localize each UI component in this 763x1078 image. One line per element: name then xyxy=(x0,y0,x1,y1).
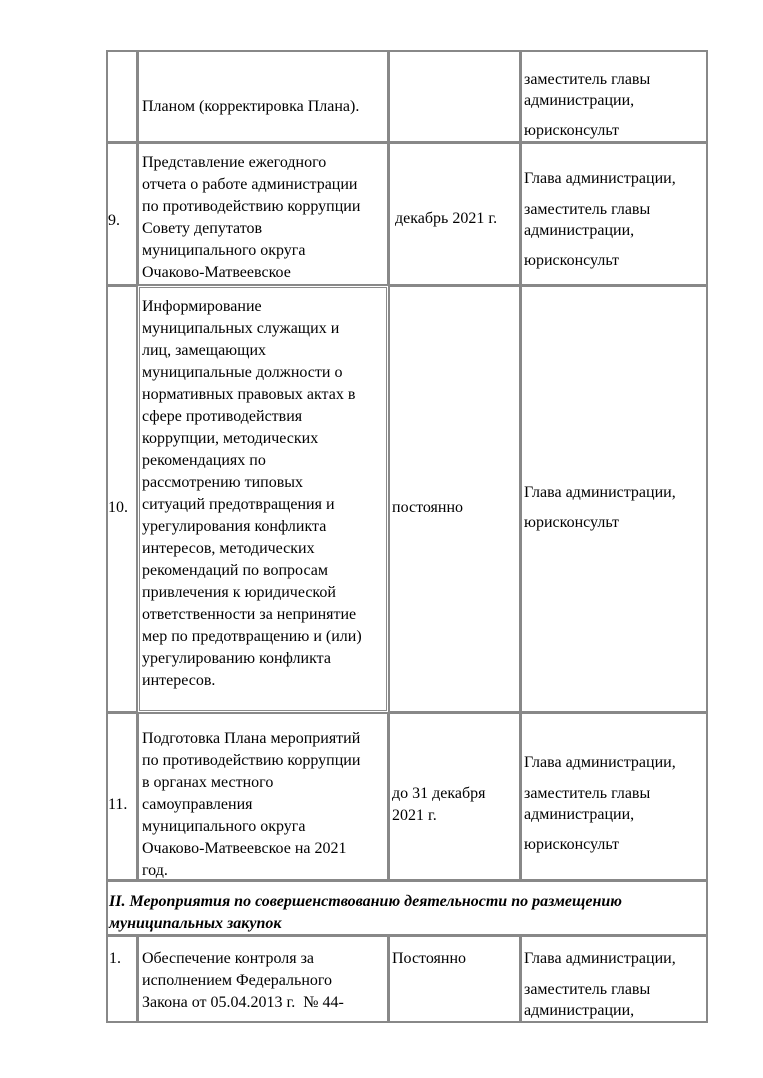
responsible-line: администрации, xyxy=(524,92,635,109)
measure-line: по противодействию коррупции xyxy=(142,198,361,215)
measure-line: Совету депутатов xyxy=(142,220,263,237)
measure-line: лиц, замещающих xyxy=(142,342,267,359)
responsible-line: заместитель главы xyxy=(524,785,651,802)
section-title-continued: муниципальных закупок xyxy=(109,915,282,932)
row-number: 11. xyxy=(108,796,128,813)
row-number: 9. xyxy=(108,212,120,229)
measure-line: урегулирования конфликта xyxy=(142,518,327,535)
measure-line: коррупции, методических xyxy=(142,430,319,447)
responsible-line: администрации, xyxy=(524,222,635,239)
measure-line: муниципального округа xyxy=(142,818,306,835)
table-row-cell-deadline xyxy=(388,50,521,143)
deadline-text: 2021 г. xyxy=(392,807,437,824)
responsible-line: заместитель главы xyxy=(524,981,651,998)
measure-line: муниципального округа xyxy=(142,242,306,259)
measure-line: год. xyxy=(142,862,168,879)
section-title: II. Мероприятия по совершенствованию деятельности по размещению xyxy=(109,893,622,910)
measure-line: Обеспечение контроля за xyxy=(142,950,314,967)
measure-line: рекомендаций по вопросам xyxy=(142,562,328,579)
measure-line: ситуаций предотвращения и xyxy=(142,496,335,513)
deadline-text: Постоянно xyxy=(392,950,467,967)
responsible-line: заместитель главы xyxy=(524,201,651,218)
measure-line: Очаково-Матвеевское xyxy=(142,264,291,281)
measure-line: Планом (корректировка Плана). xyxy=(142,98,360,115)
measure-line: урегулированию конфликта xyxy=(142,650,331,667)
measure-line: нормативных правовых актах в xyxy=(142,386,356,403)
deadline-text: декабрь 2021 г. xyxy=(395,210,498,227)
measure-line: Представление ежегодного xyxy=(142,154,327,171)
row-number: 10. xyxy=(108,499,128,516)
measure-line: сфере противодействия xyxy=(142,408,303,425)
measure-line: муниципальных служащих и xyxy=(142,320,340,337)
measure-line: Информирование xyxy=(142,298,262,315)
measure-line: рекомендациях по xyxy=(142,452,266,469)
measure-line: муниципальные должности о xyxy=(142,364,343,381)
responsible-line: Глава администрации, xyxy=(524,484,676,501)
responsible-line: юрисконсульт xyxy=(524,252,619,269)
table-row-cell-number xyxy=(106,50,138,143)
responsible-line: юрисконсульт xyxy=(524,122,619,139)
responsible-line: Глава администрации, xyxy=(524,754,676,771)
row-number: 1. xyxy=(109,950,121,967)
measure-line: ответственности за непринятие xyxy=(142,606,357,623)
measure-line: рассмотрению типовых xyxy=(142,474,304,491)
measure-line: интересов, методических xyxy=(142,540,315,557)
measure-line: интересов. xyxy=(142,672,216,689)
deadline-text: до 31 декабря xyxy=(392,785,486,802)
measure-line: исполнением Федерального xyxy=(142,972,333,989)
responsible-line: юрисконсульт xyxy=(524,514,619,531)
measure-line: по противодействию коррупции xyxy=(142,752,361,769)
measure-line: Закона от 05.04.2013 г. № 44- xyxy=(142,994,344,1011)
measure-line: в органах местного xyxy=(142,774,274,791)
measure-line: привлечения к юридической xyxy=(142,584,336,601)
responsible-line: администрации, xyxy=(524,806,635,823)
responsible-line: администрации, xyxy=(524,1002,635,1019)
measure-line: мер по предотвращению и (или) xyxy=(142,628,362,645)
measure-line: отчета о работе администрации xyxy=(142,176,358,193)
measure-line: Подготовка Плана мероприятий xyxy=(142,730,361,747)
responsible-line: юрисконсульт xyxy=(524,836,619,853)
measure-line: Очаково-Матвеевское на 2021 xyxy=(142,840,347,857)
responsible-line: заместитель главы xyxy=(524,71,651,88)
responsible-line: Глава администрации, xyxy=(524,950,676,967)
responsible-line: Глава администрации, xyxy=(524,170,676,187)
deadline-text: постоянно xyxy=(392,499,464,516)
measure-line: самоуправления xyxy=(142,796,253,813)
